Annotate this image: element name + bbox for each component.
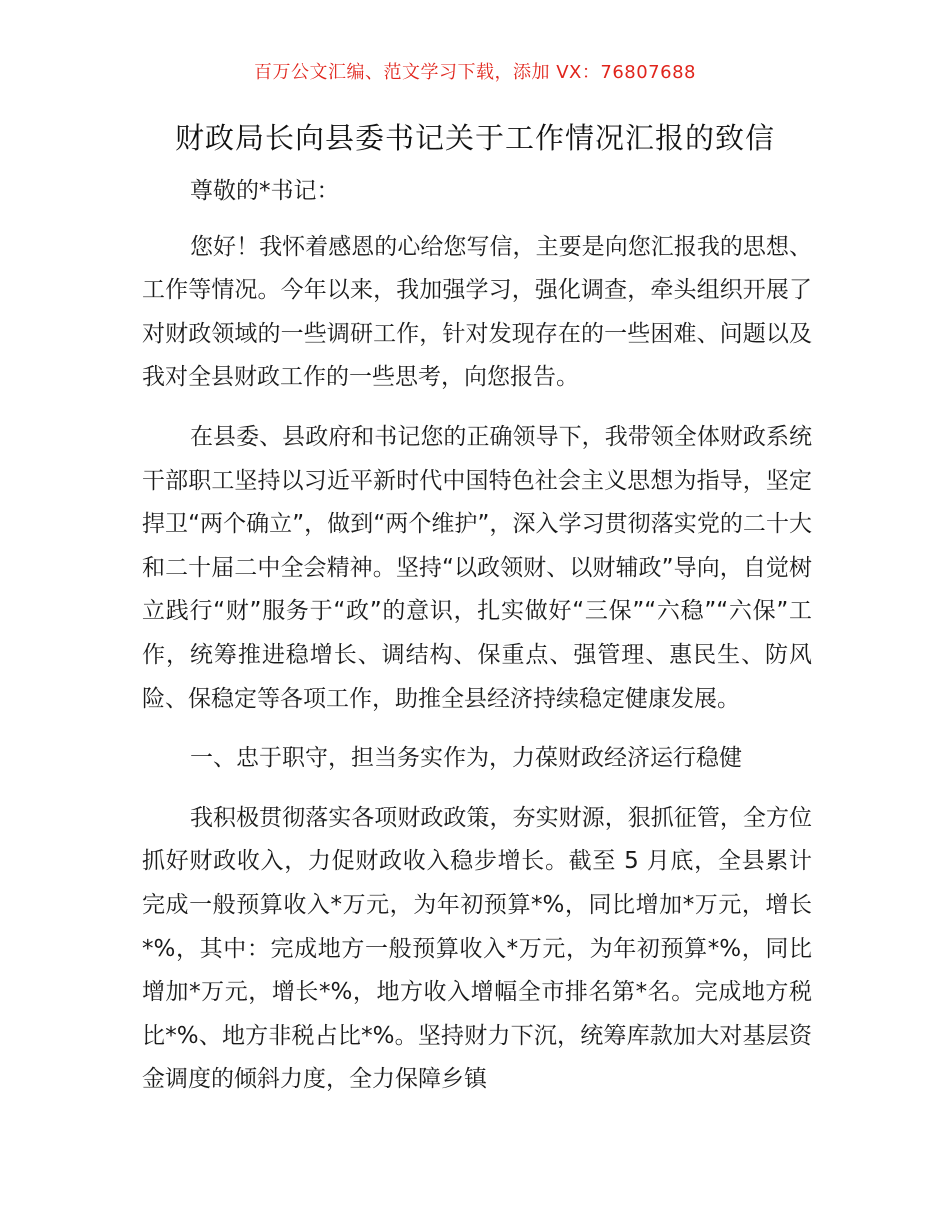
watermark-header: 百万公文汇编、范文学习下载，添加 VX：76807688 <box>254 62 696 83</box>
paragraph-greeting: 您好！我怀着感恩的心给您写信，主要是向您汇报我的思想、工作等情况。今年以来，我加强学习，强化调查，牵头组织开展了对财政领域的一些调研工作，针对发现存在的一些困难、问题以及我对全县财政工作的一些思考，向您报告。 <box>142 233 812 391</box>
paragraph-leadership: 在县委、县政府和书记您的正确领导下，我带领全体财政系统干部职工坚持以习近平新时代中国特色社会主义思想为指导，坚定捍卫“两个确立”，做到“两个维护”，深入学习贯彻落实党的二十大和二十届二中全会精神。坚持“以政领财、以财辅政”导向，自觉树立践行“财”服务于“政”的意识，扎实做好“三保”“六稳”“六保”工作，统筹推进稳增长、调结构、保重点、强管理、惠民生、防风险、保稳定等各项工作，助推全县经济持续稳定健康发展。 <box>142 423 812 712</box>
paragraph-revenue: 我积极贯彻落实各项财政政策，夯实财源，狠抓征管，全方位抓好财政收入，力促财政收入稳步增长。截至 5 月底，全县累计完成一般预算收入*万元，为年初预算*%，同比增加*万元，增长*%，其中：完成地方一般预算收入*万元，为年初预算*%，同比增加*万元，增长*%，地方收入增幅全市排名第*名。完成地方税比*%、地方非税占比*%。坚持财力下沉，统筹库款加大对基层资金调度的倾斜力度，全力保障乡镇 <box>142 804 812 1093</box>
salutation: 尊敬的*书记： <box>190 178 340 204</box>
document-body <box>142 170 812 1118</box>
document-title: 财政局长向县委书记关于工作情况汇报的致信 <box>174 121 775 155</box>
section-heading-1: 一、忠于职守，担当务实作为，力葆财政经济运行稳健 <box>190 745 742 772</box>
